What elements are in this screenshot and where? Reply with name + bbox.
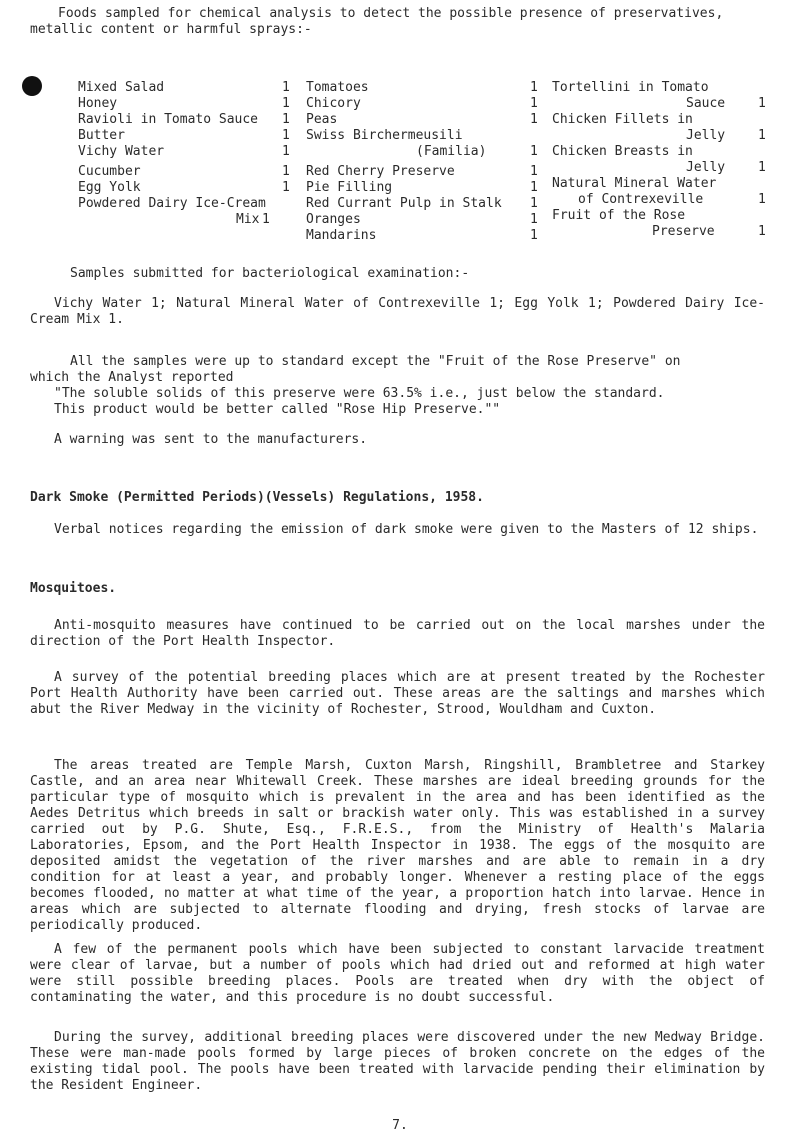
sample-row: Pie Filling 1	[306, 180, 538, 195]
sample-row: Jelly 1	[686, 128, 766, 143]
intro-line-2: metallic content or harmful sprays:-	[30, 22, 312, 37]
sample-row: Peas 1	[306, 112, 538, 127]
punch-hole-mark	[22, 76, 42, 96]
sample-row: Preserve 1	[652, 224, 766, 239]
bacteriological-text: Vichy Water 1; Natural Mineral Water of Contrexeville 1; Egg Yolk 1; Powdered Dairy Ice-Cream Mix 1.	[30, 296, 765, 327]
mosquitoes-paragraph-5: During the survey, additional breeding places were discovered under the new Medway Bridge. These were man-made pools formed by large pieces of broken concrete on the edges of the existing tidal pool. The pools have been treated with larvacide pending their elimination by the Resident Engineer.	[30, 1030, 765, 1093]
sample-row: Mandarins 1	[306, 228, 538, 243]
sample-row: Butter 1	[78, 128, 290, 143]
sample-row: Chicory 1	[306, 96, 538, 111]
sample-row: Tomatoes 1	[306, 80, 538, 95]
standard-line-1: All the samples were up to standard except the "Fruit of the Rose Preserve" on	[70, 354, 681, 369]
sample-row: Chicken Breasts in	[552, 144, 693, 159]
page-number: 7.	[392, 1118, 408, 1133]
mosquitoes-heading: Mosquitoes.	[30, 581, 117, 596]
sample-row: Mixed Salad 1	[78, 80, 290, 95]
sample-row: Honey 1	[78, 96, 290, 111]
sample-row: Red Currant Pulp in Stalk 1	[306, 196, 538, 211]
analyst-quote-line-1: "The soluble solids of this preserve were 63.5% i.e., just below the standard.	[54, 386, 665, 401]
sample-row: Powdered Dairy Ice-Cream	[78, 196, 266, 211]
sample-row: Tortellini in Tomato	[552, 80, 709, 95]
sample-row: Chicken Fillets in	[552, 112, 693, 127]
sample-row: Jelly 1	[686, 160, 766, 175]
bacteriological-heading: Samples submitted for bacteriological examination:-	[70, 266, 470, 281]
sample-row: Natural Mineral Water	[552, 176, 717, 191]
mosquitoes-paragraph-2: A survey of the potential breeding places which are at present treated by the Rochester Port Health Authority have been carried out. These areas are the saltings and marshes which abut the River Medway in the vicinity of Rochester, Strood, Wouldham and Cuxton.	[30, 670, 765, 717]
mosquitoes-paragraph-4: A few of the permanent pools which have been subjected to constant larvacide treatment were clear of larvae, but a number of pools which had dried out and reformed at high water were still possible breeding places. Pools are treated when dry with the object of contaminating the water, and this procedure is no doubt successful.	[30, 942, 765, 1005]
samples-column-2	[306, 80, 536, 244]
intro-line-1: Foods sampled for chemical analysis to detect the possible presence of preservatives,	[58, 6, 724, 21]
mosquitoes-paragraph-1: Anti-mosquito measures have continued to be carried out on the local marshes under the direction of the Port Health Inspector.	[30, 618, 765, 649]
samples-column-3	[552, 80, 777, 240]
sample-row: Ravioli in Tomato Sauce 1	[78, 112, 290, 127]
sample-row: Mix 1	[236, 212, 270, 227]
sample-row: Sauce 1	[686, 96, 766, 111]
sample-row: Oranges 1	[306, 212, 538, 227]
analyst-quote-line-2: This product would be better called "Rose Hip Preserve.""	[54, 402, 501, 417]
standard-line-2: which the Analyst reported	[30, 370, 234, 385]
sample-row: Cucumber 1	[78, 164, 290, 179]
sample-row: Egg Yolk 1	[78, 180, 290, 195]
sample-row: Fruit of the Rose	[552, 208, 686, 223]
dark-smoke-text: Verbal notices regarding the emission of dark smoke were given to the Masters of 12 ships.	[54, 522, 759, 537]
mosquitoes-paragraph-3: The areas treated are Temple Marsh, Cuxton Marsh, Ringshill, Brambletree and Starkey Castle, and an area near Whitewall Creek. These marshes are ideal breeding grounds for the particular type of mosquito which is prevalent in the area and has been identified as the Aedes Detritus which breeds in salt or brackish water only. This was established in a survey carried out by P.G. Shute, Esq., F.R.E.S., from the Ministry of Health's Malaria Laboratories, Epsom, and the Port Health Inspector in 1938. The eggs of the mosquito are deposited amidst the vegetation of the river marshes and are able to remain in a dry condition for at least a year, and probably longer. Whenever a resting place of the eggs becomes flooded, no matter at what time of the year, a proportion hatch into larvae. Hence in areas which are subjected to alternate flooding and drying, fresh stocks of larvae are periodically produced.	[30, 758, 765, 933]
sample-row: of Contrexeville 1	[578, 192, 766, 207]
dark-smoke-heading: Dark Smoke (Permitted Periods)(Vessels) Regulations, 1958.	[30, 490, 484, 505]
warning-line: A warning was sent to the manufacturers.	[54, 432, 368, 447]
sample-row: (Familia) 1	[416, 144, 538, 159]
samples-column-1	[78, 80, 288, 228]
sample-row: Vichy Water 1	[78, 144, 290, 159]
sample-row: Swiss Birchermeusili	[306, 128, 463, 143]
sample-row: Red Cherry Preserve 1	[306, 164, 538, 179]
